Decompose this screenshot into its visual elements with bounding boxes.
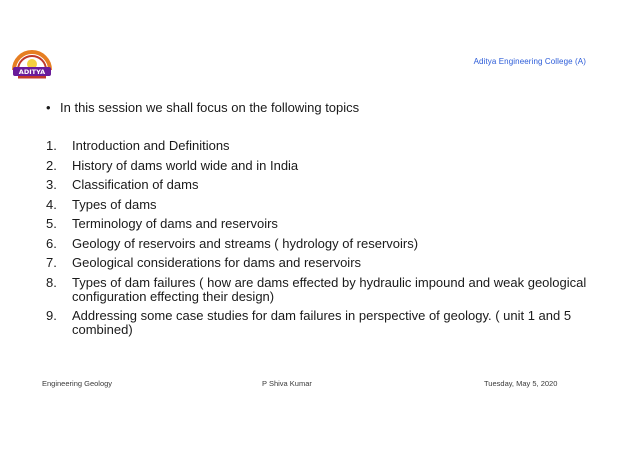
item-number: 2. (46, 157, 57, 173)
list-item (46, 276, 606, 304)
item-number: 4. (46, 196, 57, 212)
list-item (46, 217, 606, 231)
item-number: 9. (46, 308, 57, 323)
item-text: Geology of reservoirs and streams ( hydrology of reservoirs) (72, 235, 419, 251)
list-item (46, 237, 606, 251)
list-item (46, 139, 606, 153)
item-number: 6. (46, 235, 57, 251)
item-text: Classification of dams (72, 177, 199, 192)
intro-line (46, 100, 359, 115)
item-number: 5. (46, 216, 57, 231)
item-text: Introduction and Definitions (72, 138, 230, 153)
item-text: Terminology of dams and reservoirs (72, 216, 278, 231)
intro-text: In this session we shall focus on the following topics (60, 100, 360, 115)
footer-author: P Shiva Kumar (262, 379, 312, 388)
item-text: Types of dams (72, 196, 157, 212)
item-number: 8. (46, 274, 57, 290)
footer-date: Tuesday, May 5, 2020 (484, 379, 558, 388)
list-item (46, 309, 606, 337)
list-item (46, 159, 606, 173)
college-name: Aditya Engineering College (A) (473, 57, 586, 66)
item-number: 1. (46, 138, 57, 153)
bullet-icon: • (46, 100, 51, 115)
item-number: 3. (46, 177, 57, 192)
list-item (46, 256, 606, 270)
item-text: History of dams world wide and in India (72, 157, 299, 173)
footer-course: Engineering Geology (42, 379, 113, 388)
list-item (46, 198, 606, 212)
topic-list (46, 139, 606, 343)
item-text: Types of dam failures ( how are dams effected by hydraulic impound and weak geological configuration effecting their design) (72, 274, 587, 304)
college-logo (10, 50, 54, 80)
logo-text: ADITYA (18, 68, 46, 76)
list-item (46, 178, 606, 192)
item-number: 7. (46, 255, 57, 270)
item-text: Geological considerations for dams and reservoirs (72, 255, 362, 270)
item-text: Addressing some case studies for dam failures in perspective of geology. ( unit 1 and 5 combined) (72, 308, 572, 337)
